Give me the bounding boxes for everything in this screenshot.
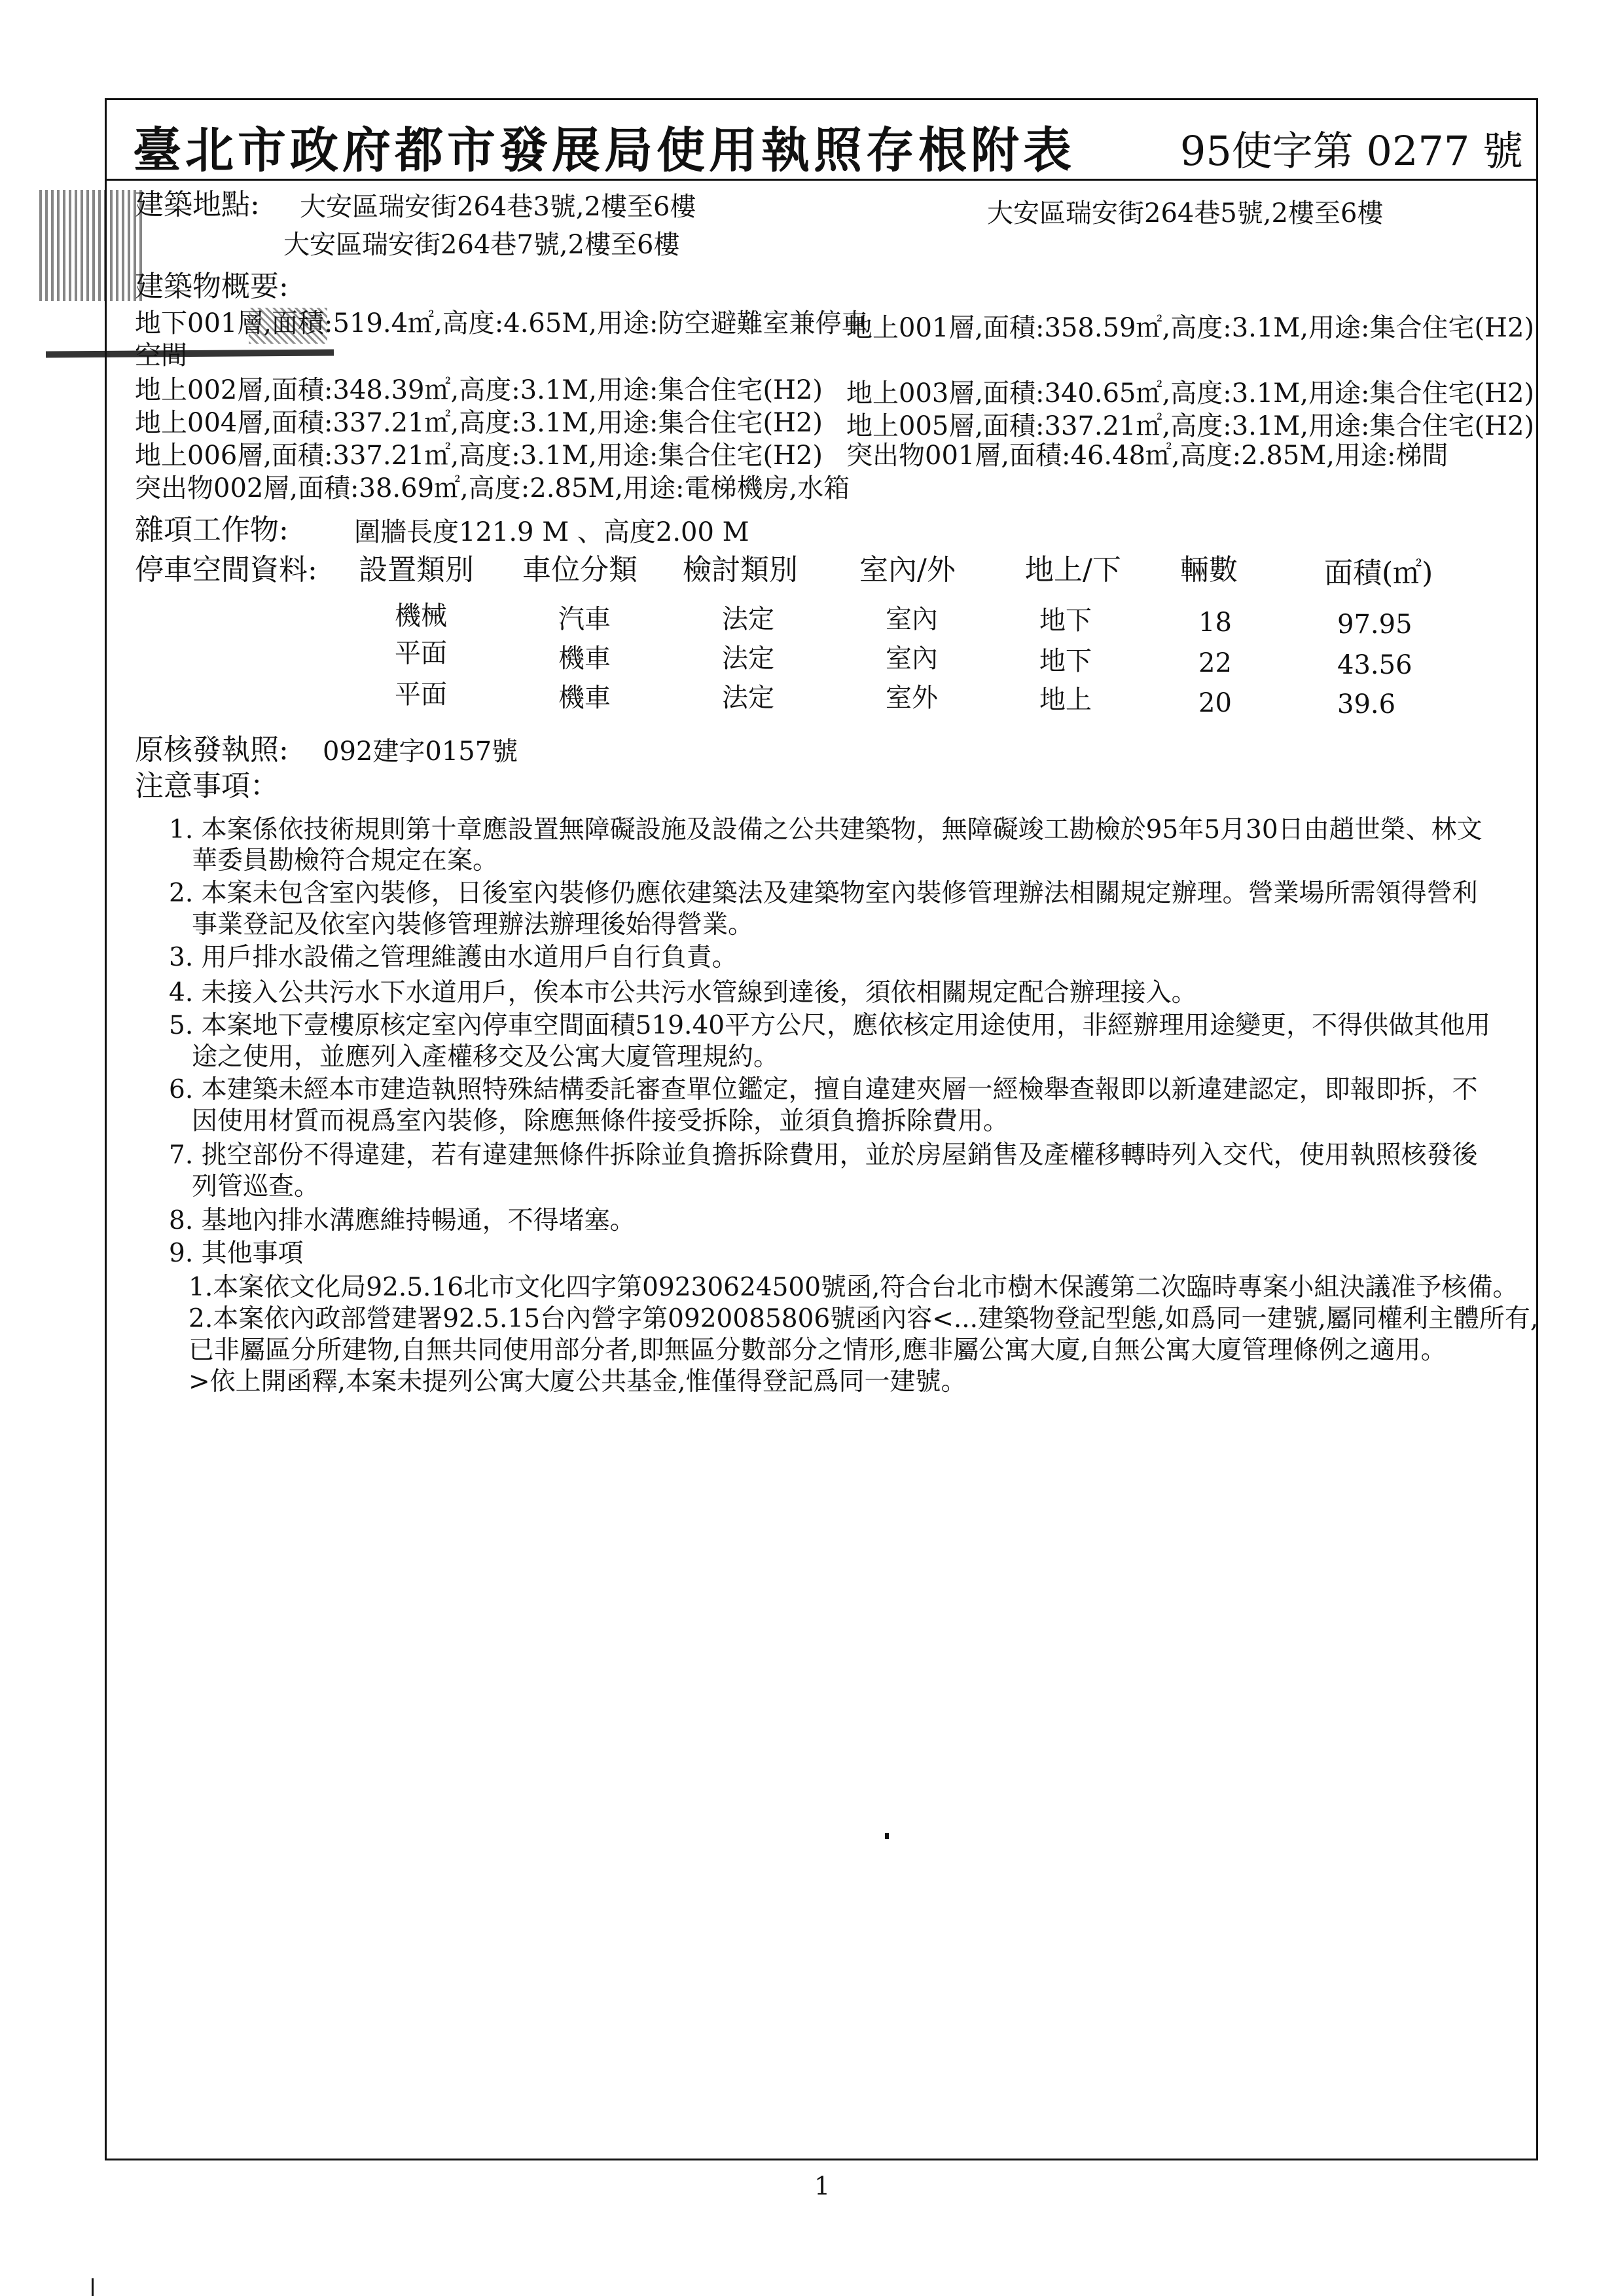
parking-cell: 室外 (886, 683, 938, 713)
parking-cell: 地下 (1039, 646, 1092, 676)
parking-col-header: 輛數 (1180, 553, 1238, 587)
scan-speck (92, 2278, 94, 2296)
parking-cell: 室內 (886, 644, 938, 674)
note-line: 列管巡查。 (192, 1172, 320, 1201)
parking-cell: 地下 (1039, 606, 1092, 636)
floor-line: 地上005層,面積:337.21㎡,高度:3.1M,用途:集合住宅(H2) (846, 411, 1534, 441)
form-frame (105, 98, 1538, 2160)
original-permit-value: 092建字0157號 (323, 737, 518, 767)
parking-cell: 室內 (886, 604, 938, 634)
site-address: 大安區瑞安街264巷3號,2樓至6樓 (300, 192, 696, 222)
floor-line: 地上002層,面積:348.39㎡,高度:3.1M,用途:集合住宅(H2) (135, 375, 823, 405)
floor-line: 空間 (135, 340, 187, 371)
page-title: 臺北市政府都市發展局使用執照存根附表 (133, 122, 1075, 179)
license-number: 95使字第 0277 號 (1179, 127, 1523, 175)
parking-cell: 法定 (722, 604, 774, 634)
parking-cell: 平面 (395, 638, 447, 668)
site-label: 建築地點: (135, 188, 260, 221)
parking-cell: 汽車 (558, 604, 611, 634)
parking-label: 停車空間資料: (135, 553, 317, 587)
parking-cell: 機械 (395, 601, 447, 631)
parking-cell: 22 (1198, 648, 1232, 678)
misc-works-label: 雜項工作物: (135, 513, 289, 547)
site-address: 大安區瑞安街264巷7號,2樓至6樓 (283, 230, 680, 260)
parking-cell: 機車 (558, 644, 611, 674)
parking-col-header: 車位分類 (522, 553, 638, 587)
parking-col-header: 地上/下 (1025, 553, 1121, 587)
title-row (107, 100, 1536, 181)
parking-cell: 20 (1198, 688, 1232, 718)
note-line: >依上開函釋,本案未提列公寓大廈公共基金,惟僅得登記爲同一建號。 (189, 1367, 967, 1396)
floor-line: 地上004層,面積:337.21㎡,高度:3.1M,用途:集合住宅(H2) (135, 408, 823, 438)
floor-line: 地下001層,面積:519.4㎡,高度:4.65M,用途:防空避難室兼停車 (135, 308, 868, 338)
page-number: 1 (814, 2172, 831, 2200)
note-line: 5. 本案地下壹樓原核定室內停車空間面積519.40平方公尺，應依核定用途使用，非經辦理用途變更，不得供做其他用 (169, 1011, 1491, 1040)
note-line: 已非屬區分所建物,自無共同使用部分者,即無區分數部分之情形,應非屬公寓大廈,自無公寓大廈管理條例之適用。 (189, 1336, 1447, 1365)
parking-col-header: 室內/外 (859, 553, 956, 587)
note-line: 4. 未接入公共污水下水道用戶，俟本市公共污水管線到達後，須依相關規定配合辦理接入。 (169, 978, 1197, 1008)
note-line: 7. 挑空部份不得違建，若有違建無條件拆除並負擔拆除費用，並於房屋銷售及產權移轉時列入交代，使用執照核發後 (169, 1140, 1478, 1170)
parking-col-header: 設置類別 (359, 553, 474, 587)
parking-cell: 97.95 (1337, 610, 1412, 640)
misc-works-value: 圍牆長度121.9 M 、高度2.00 M (354, 517, 749, 547)
parking-cell: 機車 (558, 683, 611, 713)
parking-cell: 地上 (1039, 685, 1092, 715)
site-address: 大安區瑞安街264巷5號,2樓至6樓 (987, 198, 1384, 228)
note-line: 9. 其他事項 (169, 1239, 304, 1268)
note-line: 8. 基地內排水溝應維持暢通，不得堵塞。 (169, 1206, 636, 1235)
note-line: 途之使用，並應列入產權移交及公寓大廈管理規約。 (192, 1042, 780, 1072)
floor-line: 地上006層,面積:337.21㎡,高度:3.1M,用途:集合住宅(H2) (135, 441, 823, 471)
note-line: 2.本案依內政部營建署92.5.15台內營字第0920085806號函內容<...建築物登記型態,如爲同一建號,屬同權利主體所有, (189, 1304, 1539, 1334)
parking-cell: 法定 (722, 644, 774, 674)
floor-line: 地上001層,面積:358.59㎡,高度:3.1M,用途:集合住宅(H2) (846, 313, 1534, 343)
floor-line: 突出物002層,面積:38.69㎡,高度:2.85M,用途:電梯機房,水箱 (135, 473, 850, 503)
note-line: 2. 本案未包含室內裝修，日後室內裝修仍應依建築法及建築物室內裝修管理辦法相關規定辦理。營業場所需領得營利 (169, 879, 1478, 908)
overview-label: 建築物概要: (135, 270, 289, 303)
parking-col-header: 面積(㎡) (1324, 556, 1433, 590)
note-line: 1.本案依文化局92.5.16北市文化四字第09230624500號函,符合台北市樹木保護第二次臨時專案小組決議准予核備。 (189, 1273, 1519, 1302)
note-line: 6. 本建築未經本市建造執照特殊結構委託審查單位鑑定，擅自違建夾層一經檢舉查報即以新違建認定，即報即拆，不 (169, 1075, 1478, 1104)
note-line: 因使用材質而視爲室內裝修，除應無條件接受拆除，並須負擔拆除費用。 (192, 1106, 1009, 1136)
note-line: 3. 用戶排水設備之管理維護由水道用戶自行負責。 (169, 943, 738, 972)
floor-line: 地上003層,面積:340.65㎡,高度:3.1M,用途:集合住宅(H2) (846, 378, 1534, 409)
parking-cell: 39.6 (1337, 689, 1396, 720)
parking-cell: 18 (1198, 608, 1232, 638)
floor-line: 突出物001層,面積:46.48㎡,高度:2.85M,用途:梯間 (846, 441, 1448, 471)
parking-cell: 法定 (722, 683, 774, 713)
parking-cell: 43.56 (1337, 650, 1412, 680)
original-permit-label: 原核發執照: (135, 733, 289, 767)
note-line: 華委員勘檢符合規定在案。 (192, 846, 499, 875)
parking-col-header: 檢討類別 (683, 553, 798, 587)
notes-label: 注意事項： (135, 769, 279, 803)
parking-cell: 平面 (395, 680, 447, 710)
note-line: 事業登記及依室內裝修管理辦法辦理後始得營業。 (192, 910, 754, 939)
note-line: 1. 本案係依技術規則第十章應設置無障礙設施及設備之公共建築物，無障礙竣工勘檢於95年5月30日由趙世榮、林文 (169, 815, 1483, 845)
